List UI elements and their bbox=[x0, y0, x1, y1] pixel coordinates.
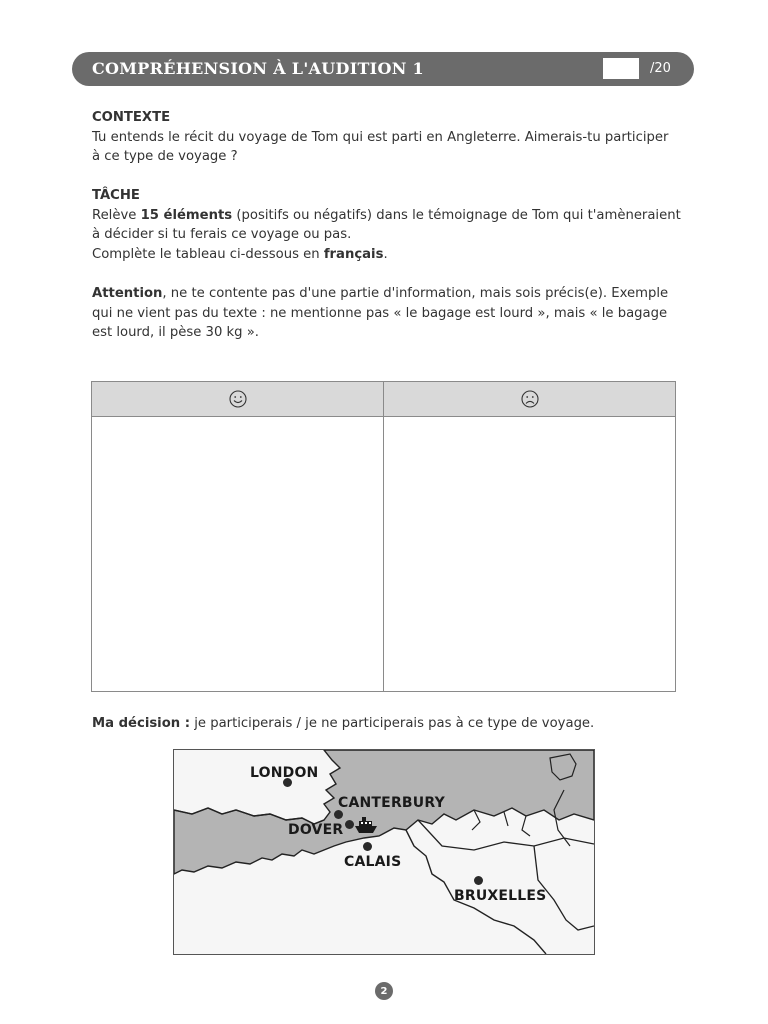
attention-line-1 bbox=[92, 284, 682, 304]
task-heading: TÂCHE bbox=[92, 188, 140, 203]
task-line-2: à décider si tu ferais ce voyage ou pas. bbox=[92, 227, 352, 242]
table-header-positive bbox=[92, 382, 384, 417]
city-label-bruxelles: BRUXELLES bbox=[454, 888, 547, 904]
calais-marker bbox=[363, 842, 372, 851]
section-header-bar bbox=[72, 52, 694, 86]
section-title: COMPRÉHENSION À L'AUDITION 1 bbox=[92, 59, 424, 78]
task-count-emphasis: 15 éléments bbox=[140, 207, 233, 223]
task-language-emphasis: français bbox=[323, 246, 384, 262]
ferry-boat-icon bbox=[354, 816, 378, 836]
attention-block bbox=[92, 284, 682, 343]
map-background bbox=[174, 750, 594, 954]
bruxelles-marker bbox=[474, 876, 483, 885]
task-line-3 bbox=[92, 245, 682, 265]
city-label-canterbury: CANTERBURY bbox=[338, 795, 445, 811]
dover-marker bbox=[345, 820, 354, 829]
answer-table bbox=[91, 381, 676, 692]
smiley-happy-icon bbox=[228, 389, 248, 409]
task-line-1-text: Relève bbox=[92, 207, 141, 223]
context-block bbox=[92, 108, 682, 167]
negative-answers-cell[interactable] bbox=[384, 418, 675, 691]
route-map bbox=[173, 749, 595, 955]
context-line-1: Tu entends le récit du voyage de Tom qui est parti en Angleterre. Aimerais-tu participer bbox=[92, 129, 669, 145]
task-line-1-rest: (positifs ou négatifs) dans le témoignage de Tom qui t'amèneraient bbox=[232, 207, 681, 223]
task-line-3-text: Complète le tableau ci-dessous en bbox=[92, 246, 324, 262]
task-block bbox=[92, 186, 682, 264]
context-line-2: à ce type de voyage ? bbox=[92, 149, 238, 164]
canterbury-marker bbox=[334, 810, 343, 819]
attention-line-3: est lourd, il pèse 30 kg ». bbox=[92, 325, 259, 340]
city-label-london: LONDON bbox=[250, 765, 319, 781]
decision-label: Ma décision : bbox=[92, 716, 191, 731]
positive-answers-cell[interactable] bbox=[92, 418, 383, 691]
attention-line-1-text: , ne te contente pas d'une partie d'information, mais sois précis(e). Exemple bbox=[162, 286, 669, 301]
decision-line bbox=[92, 716, 594, 731]
task-line-1 bbox=[92, 206, 682, 226]
smiley-sad-icon bbox=[520, 389, 540, 409]
attention-label: Attention bbox=[92, 286, 163, 301]
decision-options: je participerais / je ne participerais pas à ce type de voyage. bbox=[190, 716, 595, 731]
score-input-box[interactable] bbox=[603, 58, 639, 79]
table-header-negative bbox=[384, 382, 675, 417]
context-heading: CONTEXTE bbox=[92, 110, 171, 125]
attention-line-2: qui ne vient pas du texte : ne mentionne pas « le bagage est lourd », mais « le bagage bbox=[92, 305, 668, 321]
score-total: /20 bbox=[650, 61, 671, 76]
city-label-calais: CALAIS bbox=[344, 854, 402, 870]
task-line-3-rest: . bbox=[383, 246, 388, 262]
city-label-dover: DOVER bbox=[288, 822, 344, 838]
page-number-badge: 2 bbox=[375, 982, 393, 1000]
